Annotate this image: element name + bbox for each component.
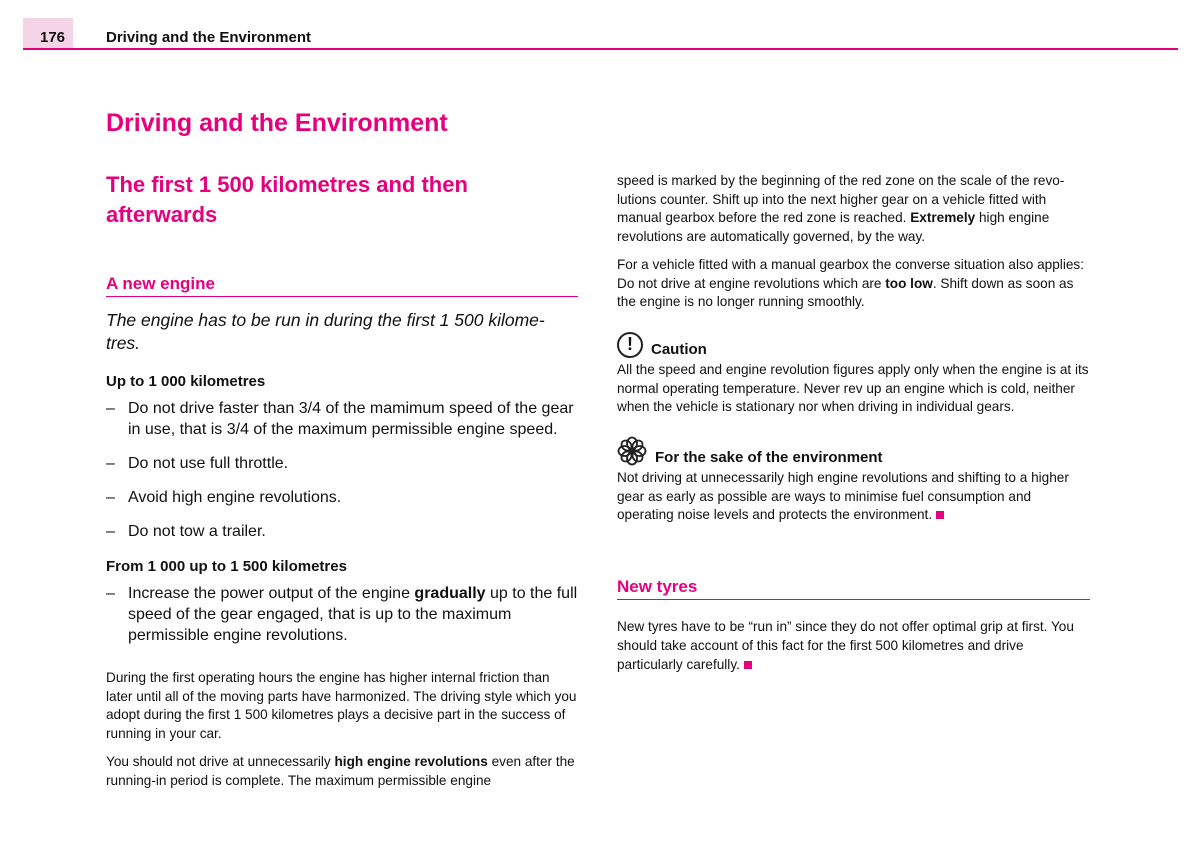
subsection-title-new-engine: A new engine [106, 274, 578, 297]
lead-paragraph [106, 309, 578, 355]
end-marker [744, 661, 752, 669]
list-item [106, 487, 578, 508]
page-number: 176 [40, 29, 66, 46]
left-column [106, 170, 578, 790]
paragraph-internal-friction: During the first operating hours the engine has higher internal friction than later until all of the moving parts have harmonized. The driving style which you adopt during the first 1 500 kilometres plays a decisive part in the success of running in your car. [106, 670, 577, 742]
environment-heading [617, 436, 1090, 466]
list-dash: – [106, 400, 115, 417]
group-title-up-to-1000: Up to 1 000 kilometres [106, 373, 266, 390]
list-item [106, 398, 578, 440]
list-item-text: Do not use full throttle. [128, 455, 289, 472]
list-item [106, 583, 578, 646]
section-title-line-1: The first 1 500 kilometres and then [106, 172, 468, 197]
paragraph-manual-gearbox: For a vehicle fitted with a manual gearbox the converse situation also applies: Do not drive at engine revolutions which are too low. Shift down as soon as the engine is no longer running smoothly. [617, 256, 1084, 310]
environment-text: Not driving at unnecessarily high engine revolutions and shifting to a higher gear as early as possible are ways to minimise fuel consumption and operating noise levels and protects the environment. [617, 470, 1069, 523]
chapter-title: Driving and the Environment [106, 109, 448, 137]
right-column [617, 172, 1090, 674]
list-item-text: Avoid high engine revolutions. [128, 489, 342, 506]
list-item [106, 521, 578, 542]
caution-heading [617, 332, 1090, 358]
list-dash: – [106, 585, 115, 602]
list-item [106, 453, 578, 474]
list-item-text: Do not drive faster than 3/4 of the mamimum speed of the gear in use, that is 3/4 of the maximum permissible engine speed. [128, 400, 574, 438]
caution-title: Caution [651, 340, 707, 358]
list-item-text: Increase the power output of the engine gradually up to the full speed of the gear engaged, that is up to the maximum permissible engine revolutions. [128, 585, 578, 644]
flower-icon [617, 436, 647, 466]
group-title-1000-to-1500: From 1 000 up to 1 500 kilometres [106, 558, 347, 575]
header-rule [23, 48, 1178, 50]
caution-icon: ! [617, 332, 643, 358]
list-dash: – [106, 455, 115, 472]
caution-text: All the speed and engine revolution figures apply only when the engine is at its normal operating temperature. Never rev up an engine which is cold, neither when the vehicle is stationary nor when driving in individual gears. [617, 361, 1089, 415]
lead-line-2: tres. [106, 333, 141, 353]
tyres-text: New tyres have to be “run in” since they do not offer optimal grip at first. You should take account of this fact for the first 500 kilometres and drive particularly carefully. [617, 619, 1074, 672]
environment-title: For the sake of the environment [655, 449, 883, 467]
list-item-text: Do not tow a trailer. [128, 523, 266, 540]
section-title [106, 170, 578, 230]
list-dash: – [106, 523, 115, 540]
subsection-title-new-tyres: New tyres [617, 577, 1090, 600]
running-header-title: Driving and the Environment [106, 29, 312, 46]
paragraph-red-zone: speed is marked by the beginning of the red zone on the scale of the revo-lutions counter. Shift up into the next higher gear on a vehicle fitted with manual gearbox before the red zone is reached. Extremely high engine revolutions are automatically governed, by the way. [617, 173, 1065, 245]
section-title-line-2: afterwards [106, 202, 218, 227]
paragraph-high-revolutions: You should not drive at unnecessarily high engine revolutions even after the running-in period is complete. The maximum permissible engine [106, 753, 575, 788]
list-dash: – [106, 489, 115, 506]
end-marker [936, 511, 944, 519]
lead-line-1: The engine has to be run in during the first 1 500 kilome- [106, 310, 545, 330]
